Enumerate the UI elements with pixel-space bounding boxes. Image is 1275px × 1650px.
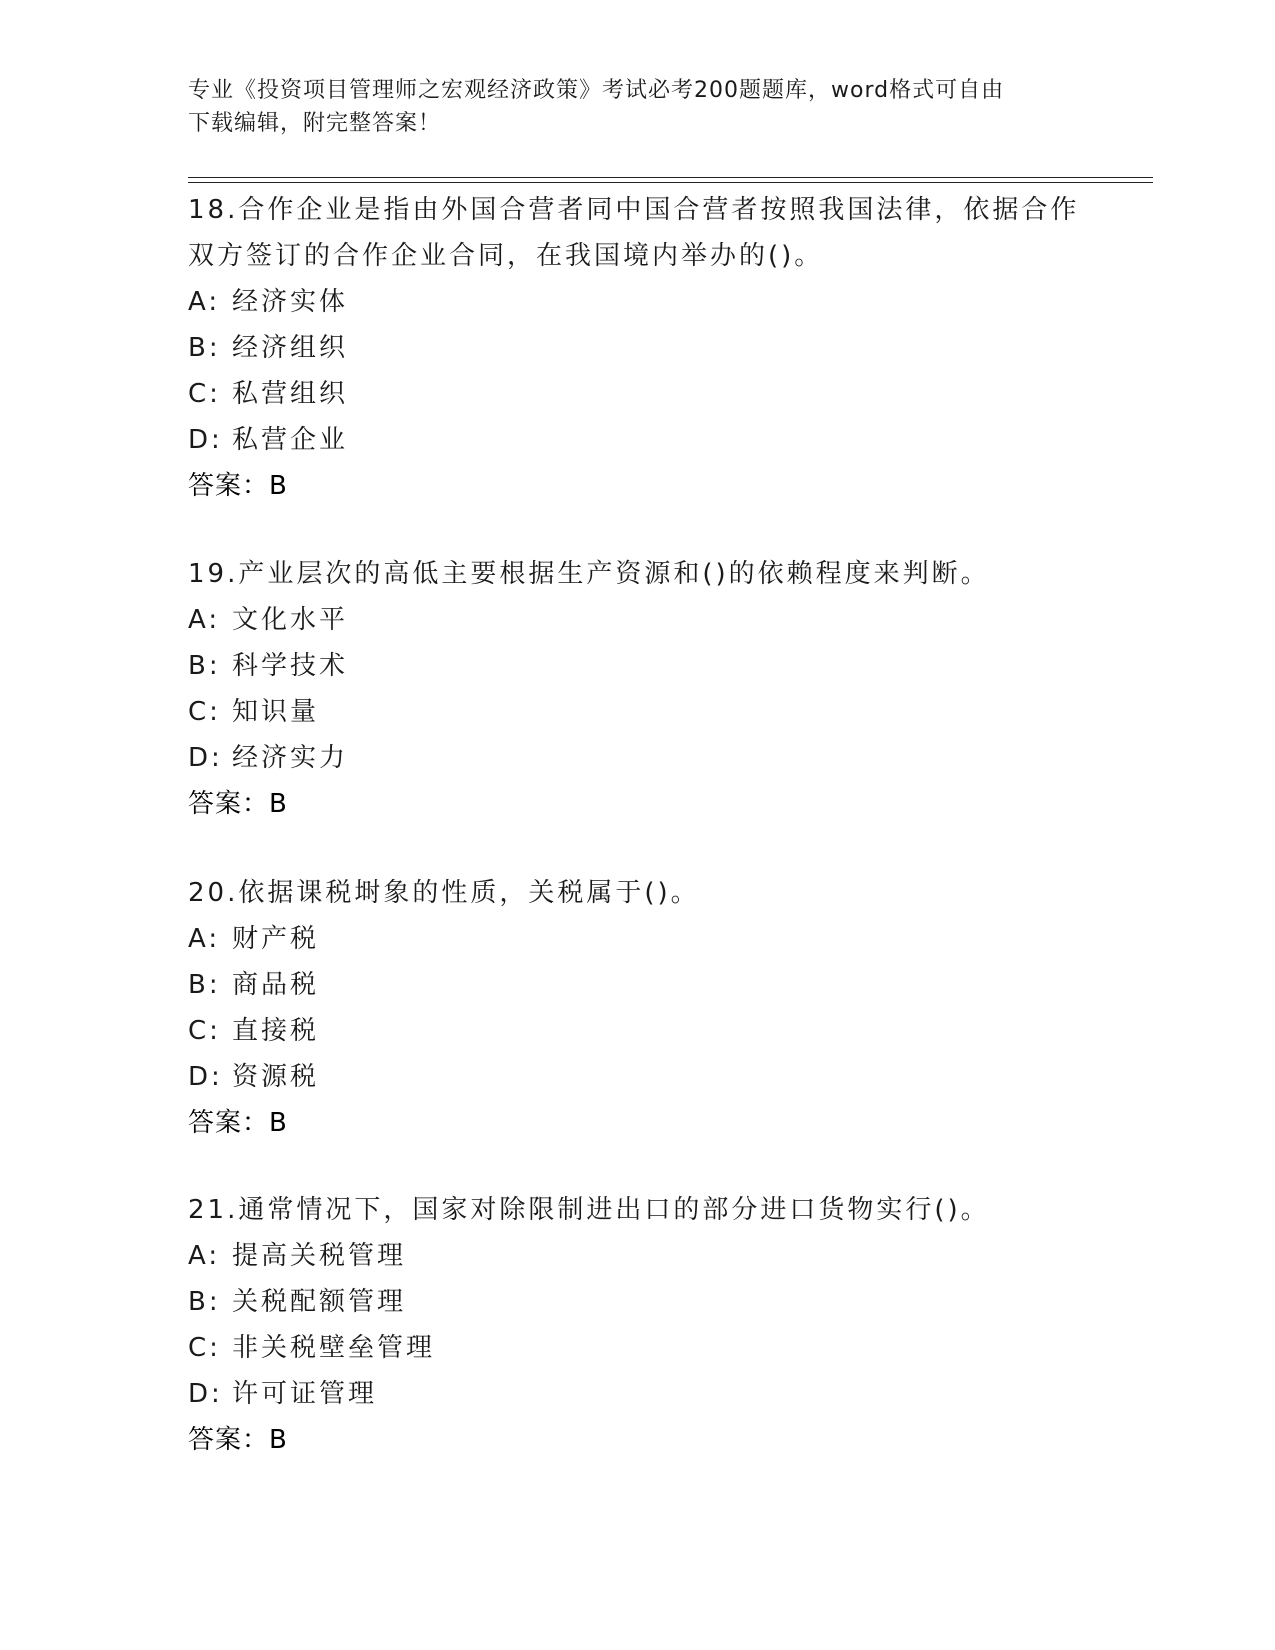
option-text: 科学技术 (232, 651, 349, 681)
question-stem: 20.依据课税埘象的性质，关税属于()。 (188, 878, 700, 908)
option-b (188, 643, 1088, 689)
option-c (188, 1325, 1088, 1371)
option-b (188, 962, 1088, 1008)
option-text: 私营企业 (232, 425, 349, 455)
question-block-19 (188, 551, 1088, 827)
option-key: D: (188, 1062, 223, 1092)
option-text: 提高关税管理 (232, 1241, 407, 1271)
header-divider-top (188, 177, 1153, 178)
option-a (188, 279, 1088, 325)
header-line-1: 专业《投资项目管理师之宏观经济政策》考试必考200题题库，word格式可自由 (188, 78, 1005, 103)
option-key: D: (188, 1379, 223, 1409)
question-stem: 18.合作企业是指由外国合营者同中国合营者按照我国法律，依据合作 (188, 195, 1080, 225)
option-text: 经济实力 (232, 743, 349, 773)
question-stem: 21.通常情况下，国家对除限制进出口的部分进口货物实行()。 (188, 1195, 990, 1225)
option-key: C: (188, 1016, 221, 1046)
option-key: B: (188, 651, 221, 681)
option-key: A: (188, 1241, 221, 1271)
option-d (188, 417, 1088, 463)
option-key: A: (188, 605, 221, 635)
option-text: 财产税 (232, 924, 320, 954)
option-text: 知识量 (232, 697, 320, 727)
option-key: C: (188, 379, 221, 409)
option-key: D: (188, 425, 223, 455)
header-line-2: 下载编辑，附完整答案！ (188, 111, 442, 136)
answer-line: 答案：B (188, 471, 288, 501)
option-text: 关税配额管理 (232, 1287, 407, 1317)
option-a (188, 1233, 1088, 1279)
option-text: 经济实体 (232, 287, 349, 317)
header-divider-bottom (188, 182, 1153, 183)
option-text: 非关税壁垒管理 (232, 1333, 436, 1363)
answer-line: 答案：B (188, 1425, 288, 1455)
option-a (188, 916, 1088, 962)
answer-line: 答案：B (188, 789, 288, 819)
question-stem-continued: 双方签订的合作企业合同，在我国境内举办的()。 (188, 241, 824, 271)
option-c (188, 689, 1088, 735)
answer-line: 答案：B (188, 1108, 288, 1138)
option-d (188, 1371, 1088, 1417)
option-text: 许可证管理 (232, 1379, 378, 1409)
option-c (188, 371, 1088, 417)
option-key: A: (188, 287, 221, 317)
option-key: B: (188, 970, 221, 1000)
option-c (188, 1008, 1088, 1054)
question-stem: 19.产业层次的高低主要根据生产资源和()的依赖程度来判断。 (188, 559, 990, 589)
option-text: 直接税 (232, 1016, 320, 1046)
option-text: 商品税 (232, 970, 320, 1000)
option-key: C: (188, 1333, 221, 1363)
option-key: C: (188, 697, 221, 727)
option-key: B: (188, 333, 221, 363)
option-key: D: (188, 743, 223, 773)
question-block-20 (188, 870, 1088, 1146)
option-key: B: (188, 1287, 221, 1317)
option-text: 文化水平 (232, 605, 349, 635)
option-text: 资源税 (232, 1062, 320, 1092)
option-b (188, 325, 1088, 371)
option-d (188, 735, 1088, 781)
option-b (188, 1279, 1088, 1325)
question-block-18 (188, 187, 1088, 509)
option-text: 私营组织 (232, 379, 349, 409)
question-block-21 (188, 1187, 1088, 1463)
document-header (188, 74, 1068, 140)
option-key: A: (188, 924, 221, 954)
option-a (188, 597, 1088, 643)
option-text: 经济组织 (232, 333, 349, 363)
option-d (188, 1054, 1088, 1100)
